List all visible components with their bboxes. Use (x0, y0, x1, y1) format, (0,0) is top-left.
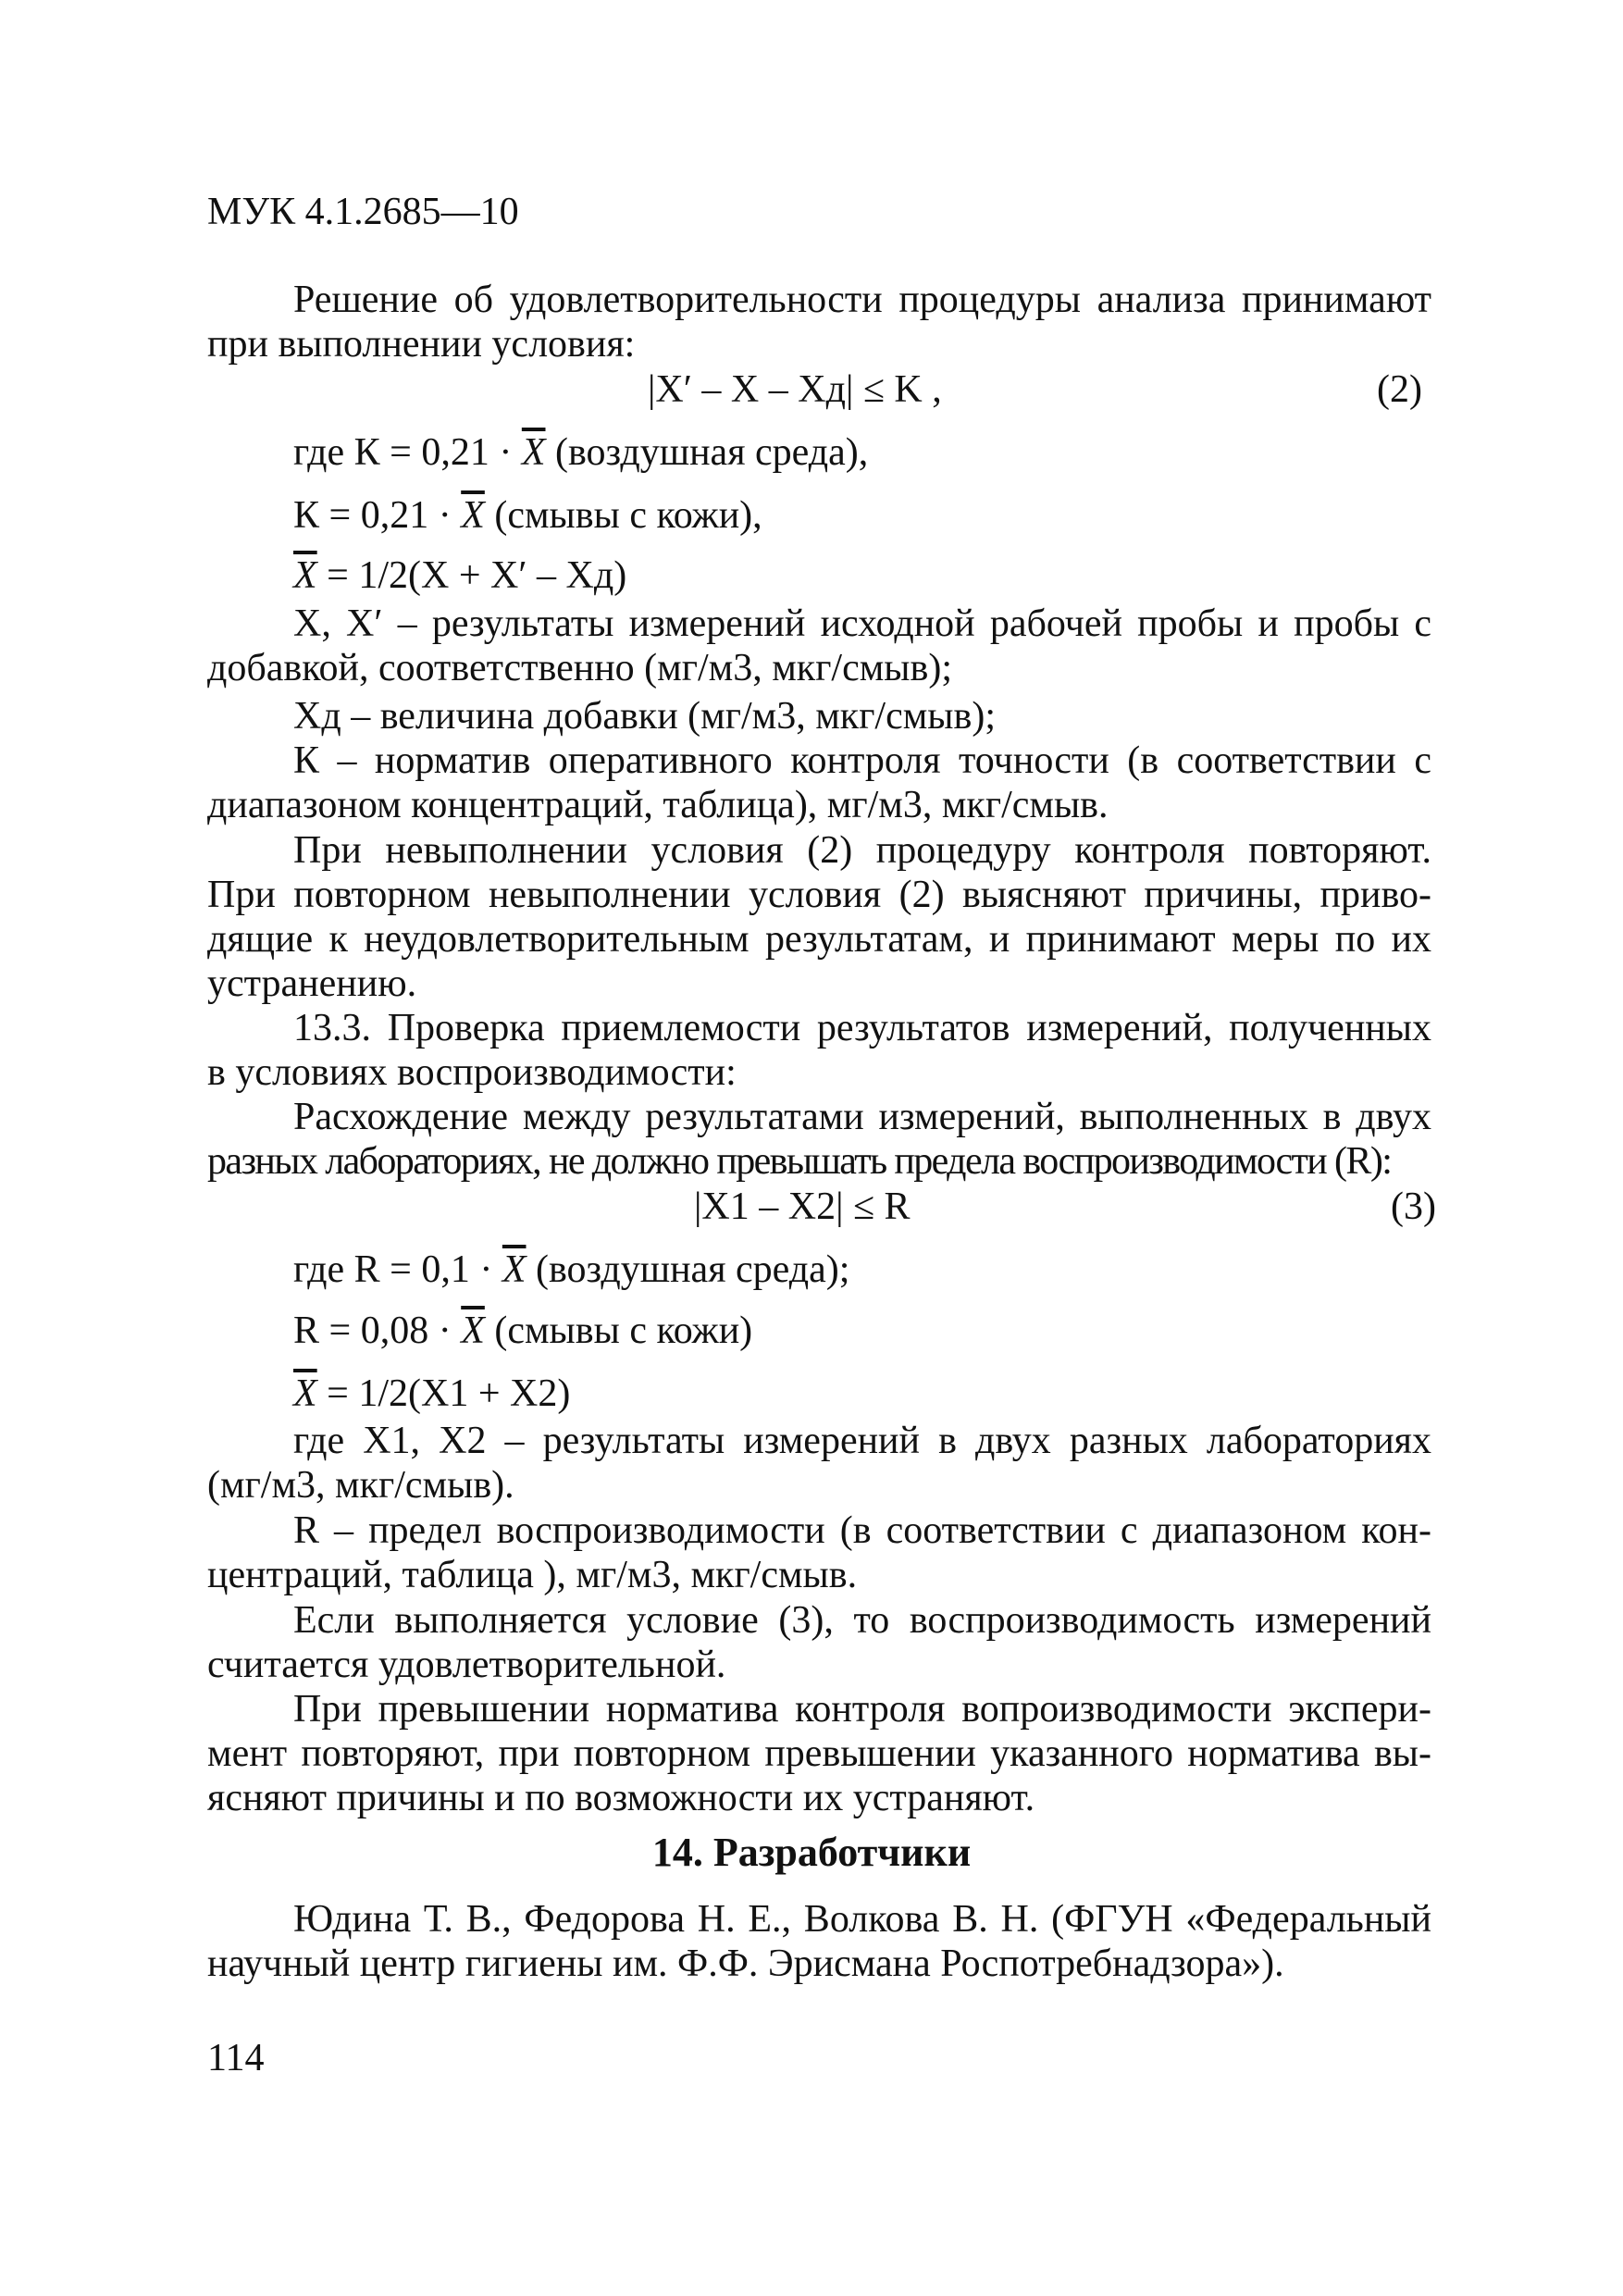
paragraph-r-definition: R – предел воспроизводимости (в соответствии с диапазоном кон- центраций, таблица ), мг/м3, мкг/смыв. (207, 1509, 1431, 1596)
equation-3: |X1 – X2| ≤ R (694, 1185, 911, 1228)
x-bar-symbol: $\overline{X}$ (293, 554, 317, 597)
paragraph-13-3: 13.3. Проверка приемлемости результатов измерений, полученных в условиях воспроизводимости: (207, 1007, 1431, 1094)
paragraph-k-definition: К – норматив оперативного контроля точности (в соответствии с диапазоном концентраций, таблица), мг/м3, мкг/смыв. (207, 739, 1431, 826)
formula-k-skin: $К = 0,21 \cdot \overline{X}$ (смывы с кожи), (293, 494, 762, 537)
paragraph-developers: Юдина Т. В., Федорова Н. Е., Волкова В. Н. (ФГУН «Федеральный научный центр гигиены им. Ф.Ф. Эрисмана Роспотребнадзора»). (207, 1898, 1431, 1985)
formula-r-skin: $R = 0,08 \cdot \overline{X}$ (смывы с кожи) (293, 1309, 753, 1352)
paragraph-x1-x2-definition: где X1, X2 – результаты измерений в двух разных лабораториях (мг/м3, мкг/смыв). (207, 1420, 1431, 1507)
formula-x-mean-2: $\overline{X} = 1/2(X1 + X2)$ (293, 1372, 571, 1415)
formula-x-mean-1: $\overline{X} = 1/2(X + X' - Xд)$ (293, 554, 627, 597)
paragraph-reproducibility: Если выполняется условие (3), то воспроизводимость измерений считается удовлетворительной. (207, 1599, 1431, 1686)
formula-r-air: где $R = 0,1 \cdot \overline{X}$ (воздушная среда); (293, 1248, 850, 1291)
equation-3-number: (3) (1391, 1185, 1436, 1228)
page-number: 114 (207, 2037, 265, 2079)
x-bar-symbol: $\overline{X}$ (461, 1309, 485, 1352)
x-bar-symbol: $\overline{X}$ (521, 431, 546, 474)
x-bar-symbol: $\overline{X}$ (293, 1372, 317, 1415)
paragraph-x-definition: X, X′ – результаты измерений исходной рабочей пробы и пробы с добавкой, соответственно (мг/м3, мкг/смыв); (207, 602, 1431, 689)
paragraph-xd-definition: Xд – величина добавки (мг/м3, мкг/смыв); (293, 695, 997, 738)
equation-2-number: (2) (1377, 368, 1422, 411)
paragraph-exceeding: При превышении норматива контроля вопроизводимости экспери- мент повторяют, при повторном превышении указанного норматива вы- ясняют причины и по возможности их устраняют. (207, 1688, 1431, 1819)
paragraph-decision: Решение об удовлетворительности процедуры анализа принимают при выполнении условия: (207, 279, 1431, 366)
equation-2: |X′ – X – Xд| ≤ K , (648, 368, 942, 411)
paragraph-discrepancy: Расхождение между результатами измерений, выполненных в двух разных лабораториях, не должно превышать предела воспроизводимости (R): (207, 1096, 1431, 1183)
document-code-header: МУК 4.1.2685—10 (207, 191, 519, 233)
x-bar-symbol: $\overline{X}$ (502, 1248, 527, 1291)
formula-k-air: где $К = 0,21 \cdot \overline{X}$ (воздушная среда), (293, 431, 869, 474)
section-heading-developers: 14. Разработчики (651, 1830, 972, 1875)
x-bar-symbol: $\overline{X}$ (461, 494, 485, 537)
paragraph-repeat-control: При невыполнении условия (2) процедуру контроля повторяют. При повторном невыполнении условия (2) выясняют причины, приво- дящие к неудовлетворительным результатам, и принимают меры по их устранению. (207, 829, 1431, 1005)
